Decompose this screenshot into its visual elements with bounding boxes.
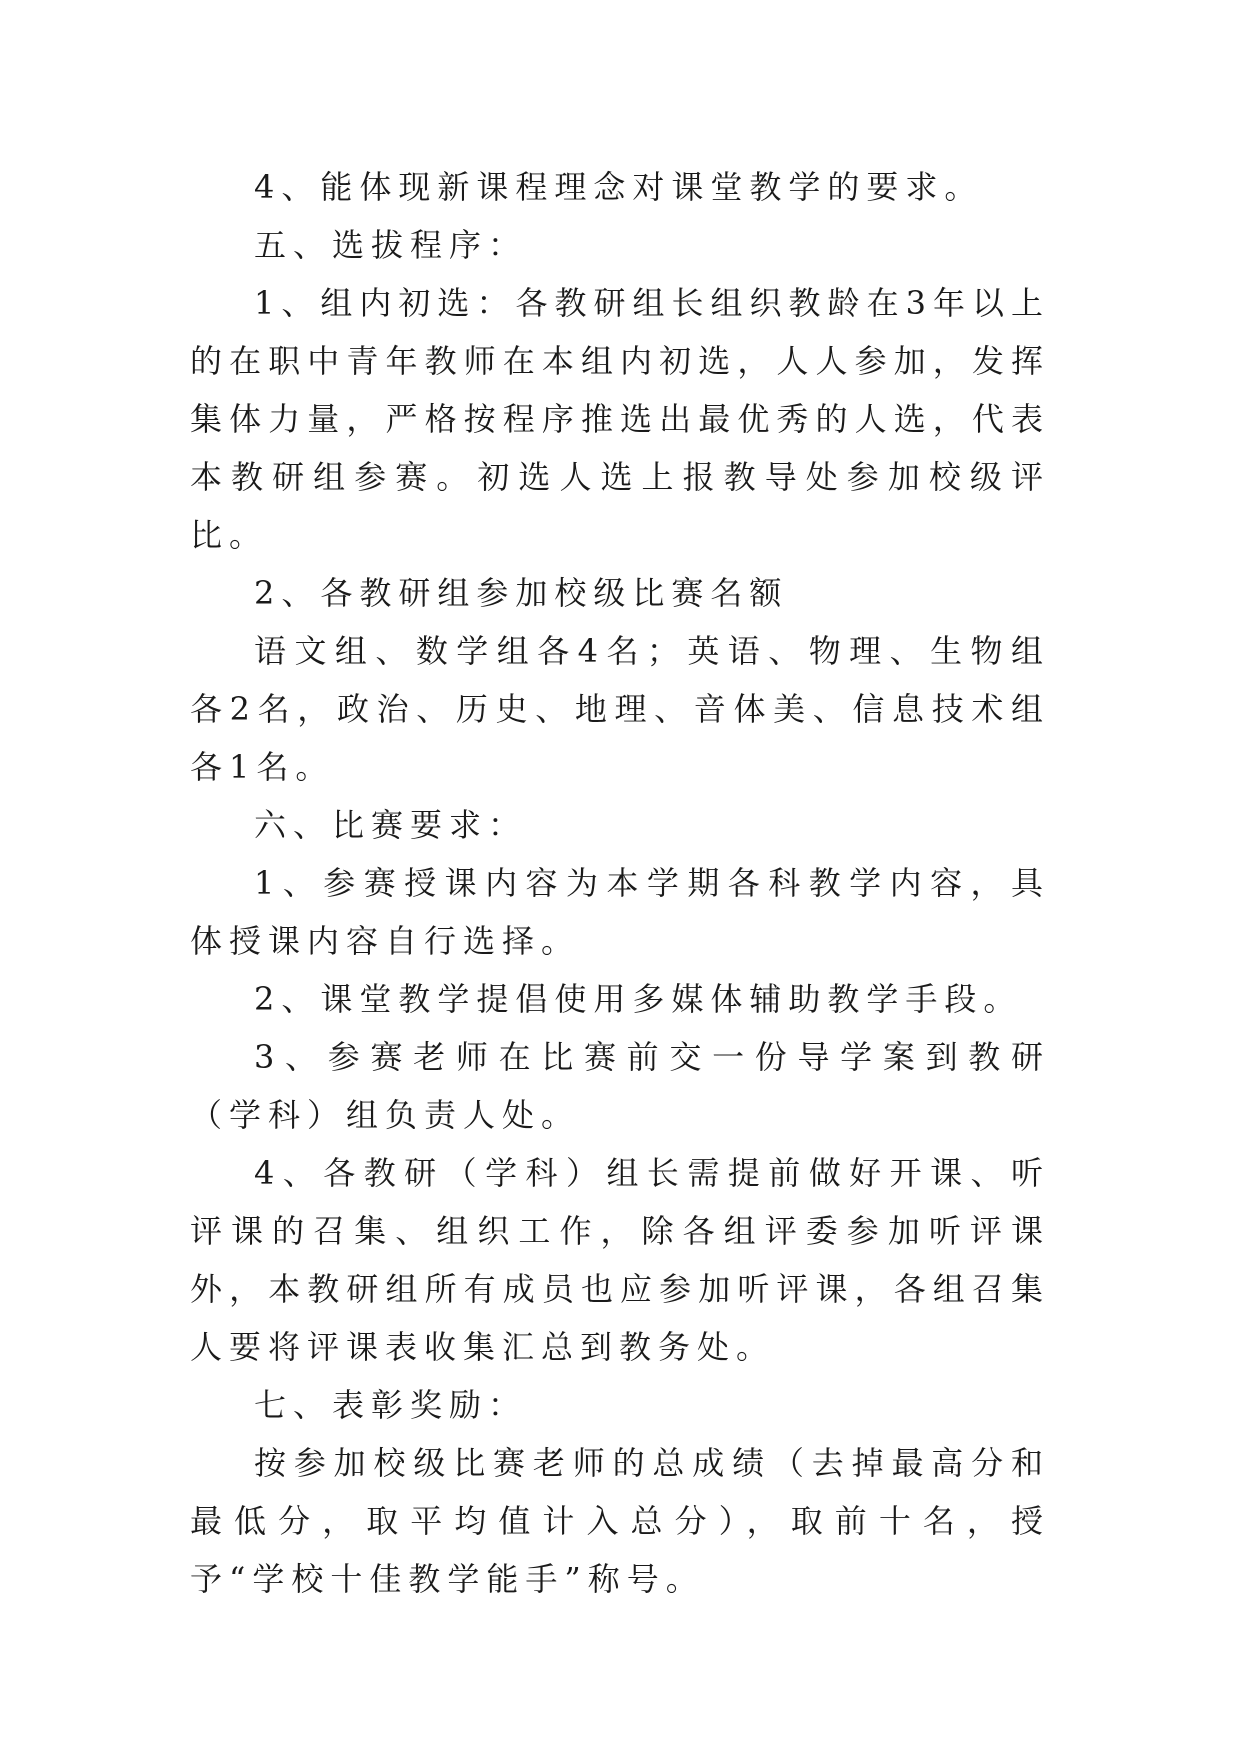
document-body xyxy=(190,158,1050,1608)
section-heading-awards: 七、表彰奖励： xyxy=(254,1386,528,1424)
quota-paragraph: 语文组、数学组各4名；英语、物理、生物组各2名，政治、历史、地理、音体美、信息技术组各1名。 xyxy=(190,632,1050,786)
procedure-item-2: 2、各教研组参加校级比赛名额 xyxy=(254,574,789,612)
section-heading-competition-requirements: 六、比赛要求： xyxy=(254,806,528,844)
competition-requirement-4: 4、各教研（学科）组长需提前做好开课、听评课的召集、组织工作，除各组评委参加听评课外，本教研组所有成员也应参加听评课，各组召集人要将评课表收集汇总到教务处。 xyxy=(190,1154,1050,1366)
competition-requirement-1: 1、参赛授课内容为本学期各科教学内容，具体授课内容自行选择。 xyxy=(190,864,1050,960)
section-heading-selection-procedure: 五、选拔程序： xyxy=(254,226,528,264)
awards-paragraph: 按参加校级比赛老师的总成绩（去掉最高分和最低分，取平均值计入总分），取前十名，授予“学校十佳教学能手”称号。 xyxy=(190,1444,1050,1598)
competition-requirement-3: 3、参赛老师在比赛前交一份导学案到教研（学科）组负责人处。 xyxy=(190,1038,1050,1134)
competition-requirement-2: 2、课堂教学提倡使用多媒体辅助教学手段。 xyxy=(254,980,1023,1018)
procedure-item-1: 1、组内初选：各教研组长组织教龄在3年以上的在职中青年教师在本组内初选，人人参加，发挥集体力量，严格按程序推选出最优秀的人选，代表本教研组参赛。初选人选上报教导处参加校级评比。 xyxy=(190,284,1050,554)
requirement-item-4: 4、能体现新课程理念对课堂教学的要求。 xyxy=(254,168,984,206)
